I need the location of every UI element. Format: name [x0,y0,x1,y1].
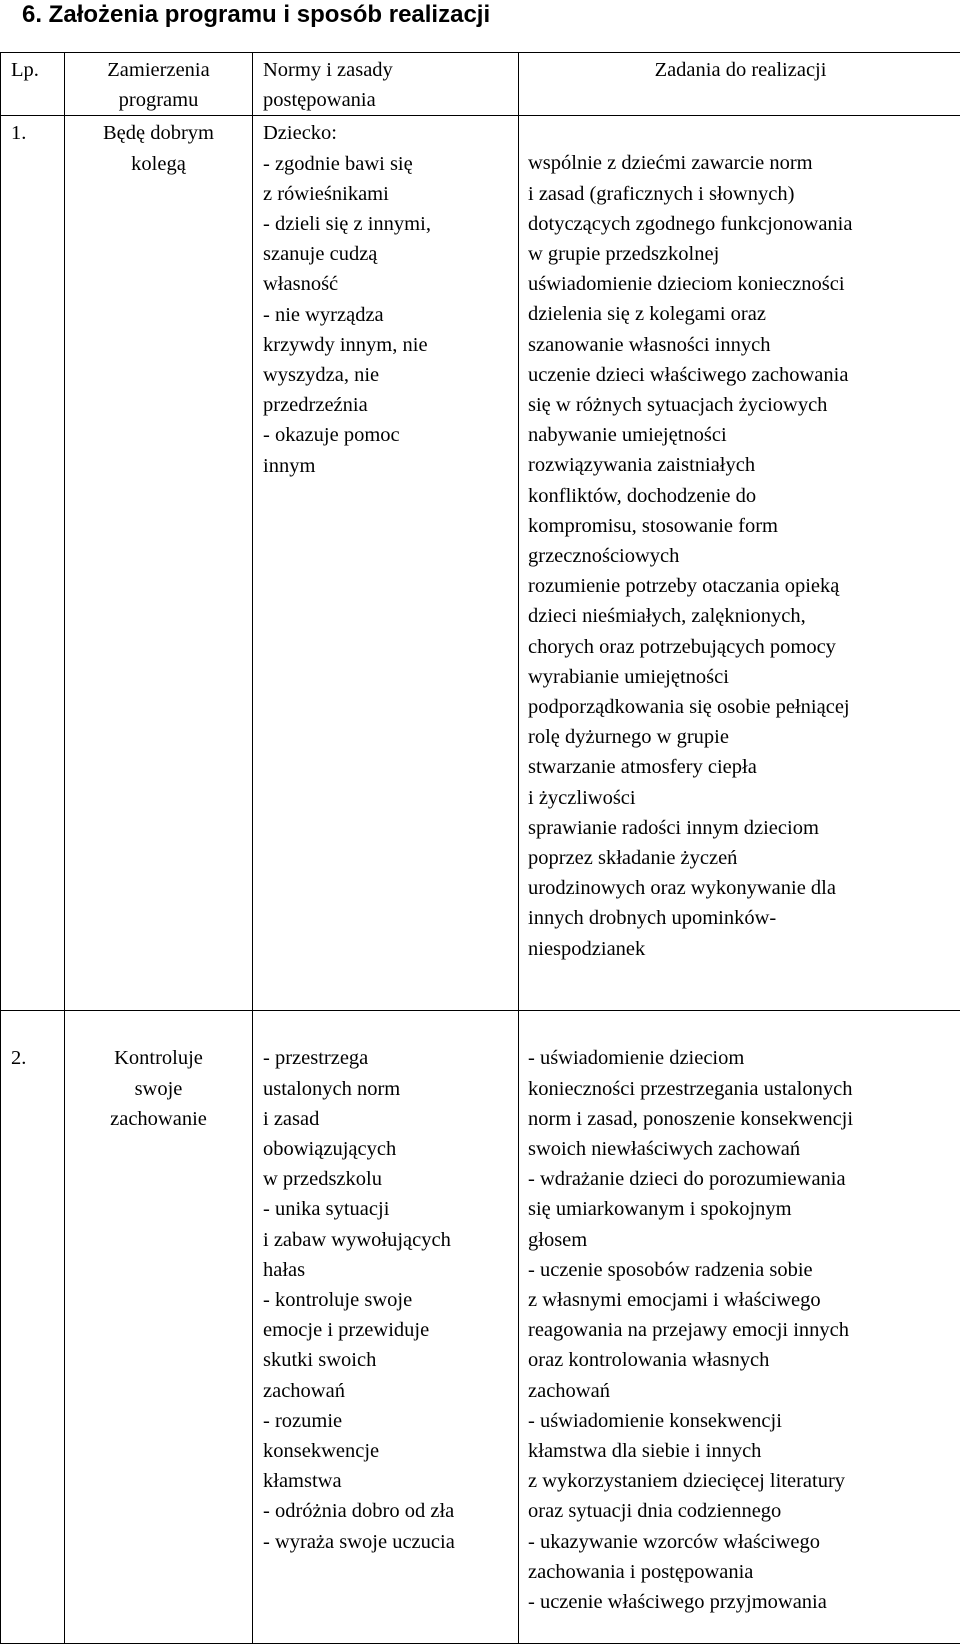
cell-text-line: rozwiązywania zaistniałych [528,450,954,480]
cell-text-line: innych drobnych upominków- [528,903,954,933]
row-lp: 2. [1,1011,65,1644]
cell-text-line: wyszydza, nie [263,360,512,390]
cell-text-line: - dzieli się z innymi, [263,209,512,239]
cell-text-line: podporządkowania się osobie pełniącej [528,692,954,722]
header-goals: Zamierzenia programu [65,53,253,116]
cell-text-line: oraz kontrolowania własnych [528,1345,954,1375]
cell-text-line: i zasad (graficznych i słownych) [528,179,954,209]
cell-text-line: dzielenia się z kolegami oraz [528,299,954,329]
cell-text-line: - przestrzega [263,1043,512,1073]
row-goal [65,116,253,1011]
cell-text-line: - uczenie właściwego przyjmowania [528,1587,954,1617]
cell-text-line: rozumienie potrzeby otaczania opieką [528,571,954,601]
cell-text-line: - wdrażanie dzieci do porozumiewania [528,1164,954,1194]
cell-text-line: - nie wyrządza [263,300,512,330]
cell-text-line: niespodzianek [528,934,954,964]
cell-text-line: reagowania na przejawy emocji innych [528,1315,954,1345]
program-table [0,52,960,1644]
cell-text-line: poprzez składanie życzeń [528,843,954,873]
cell-text-line: - rozumie [263,1406,512,1436]
table-row [1,1011,960,1644]
cell-text-line: stwarzanie atmosfery ciepła [528,752,954,782]
section-heading: 6. Założenia programu i sposób realizacji [22,0,490,30]
cell-text-line: i zabaw wywołujących [263,1225,512,1255]
cell-text-line: urodzinowych oraz wykonywanie dla [528,873,954,903]
cell-text-line: Będę dobrym [69,118,248,148]
cell-text-line: emocje i przewiduje [263,1315,512,1345]
cell-text-line: obowiązujących [263,1134,512,1164]
cell-text-line: - wyraża swoje uczucia [263,1527,512,1557]
cell-text-line: zachowań [528,1376,954,1406]
row-tasks [519,1011,960,1644]
cell-text-line: chorych oraz potrzebujących pomocy [528,632,954,662]
cell-text-line: dzieci nieśmiałych, zalęknionych, [528,601,954,631]
cell-text-line: swoich niewłaściwych zachowań [528,1134,954,1164]
cell-text-line: konieczności przestrzegania ustalonych [528,1074,954,1104]
header-tasks: Zadania do realizacji [519,53,960,116]
cell-text-line: Dziecko: [263,118,512,148]
cell-text-line: i życzliwości [528,783,954,813]
cell-text-line: w przedszkolu [263,1164,512,1194]
cell-text-line: w grupie przedszkolnej [528,239,954,269]
cell-text-line: kompromisu, stosowanie form [528,511,954,541]
cell-text-line: zachowanie [69,1104,248,1134]
cell-text-line: głosem [528,1225,954,1255]
cell-text-line: kłamstwa dla siebie i innych [528,1436,954,1466]
cell-text-line: uświadomienie dzieciom konieczności [528,269,954,299]
header-lp: Lp. [1,53,65,116]
header-norms: Normy i zasady postępowania [253,53,519,116]
cell-text-line: się w różnych sytuacjach życiowych [528,390,954,420]
cell-text-line: - unika sytuacji [263,1194,512,1224]
cell-text-line: zachowania i postępowania [528,1557,954,1587]
cell-text-line: - kontroluje swoje [263,1285,512,1315]
cell-text-line: sprawianie radości innym dzieciom [528,813,954,843]
cell-text-line: z wykorzystaniem dziecięcej literatury [528,1466,954,1496]
row-norms [253,116,519,1011]
cell-text-line: - uświadomienie dzieciom [528,1043,954,1073]
cell-text-line: Kontroluje [69,1043,248,1073]
cell-text-line: przedrzeźnia [263,390,512,420]
row-goal [65,1011,253,1644]
cell-text-line: ustalonych norm [263,1074,512,1104]
cell-text-line: - uczenie sposobów radzenia sobie [528,1255,954,1285]
cell-text-line: z własnymi emocjami i właściwego [528,1285,954,1315]
cell-text-line: się umiarkowanym i spokojnym [528,1194,954,1224]
cell-text-line: swoje [69,1074,248,1104]
row-lp: 1. [1,116,65,1011]
cell-text-line: hałas [263,1255,512,1285]
cell-text-line: - uświadomienie konsekwencji [528,1406,954,1436]
table-row [1,116,960,1011]
cell-text-line: krzywdy innym, nie [263,330,512,360]
cell-text-line: własność [263,269,512,299]
cell-text-line: uczenie dzieci właściwego zachowania [528,360,954,390]
cell-text-line: wspólnie z dziećmi zawarcie norm [528,148,954,178]
cell-text-line: - odróżnia dobro od zła [263,1496,512,1526]
cell-text-line: - ukazywanie wzorców właściwego [528,1527,954,1557]
cell-text-line: rolę dyżurnego w grupie [528,722,954,752]
cell-text-line: konfliktów, dochodzenie do [528,481,954,511]
cell-text-line: wyrabianie umiejętności [528,662,954,692]
cell-text-line: szanowanie własności innych [528,330,954,360]
cell-text-line: z rówieśnikami [263,179,512,209]
row-norms [253,1011,519,1644]
cell-text-line: oraz sytuacji dnia codziennego [528,1496,954,1526]
row-tasks [519,116,960,1011]
cell-text-line: zachowań [263,1376,512,1406]
cell-text-line: - okazuje pomoc [263,420,512,450]
cell-text-line: kolegą [69,149,248,179]
cell-text-line: norm i zasad, ponoszenie konsekwencji [528,1104,954,1134]
cell-text-line: kłamstwa [263,1466,512,1496]
cell-text-line: - zgodnie bawi się [263,149,512,179]
cell-text-line: innym [263,451,512,481]
cell-text-line: szanuje cudzą [263,239,512,269]
cell-text-line: konsekwencje [263,1436,512,1466]
cell-text-line: grzecznościowych [528,541,954,571]
cell-text-line: nabywanie umiejętności [528,420,954,450]
cell-text-line: dotyczących zgodnego funkcjonowania [528,209,954,239]
cell-text-line: skutki swoich [263,1345,512,1375]
table-header-row [1,53,960,116]
cell-text-line: i zasad [263,1104,512,1134]
